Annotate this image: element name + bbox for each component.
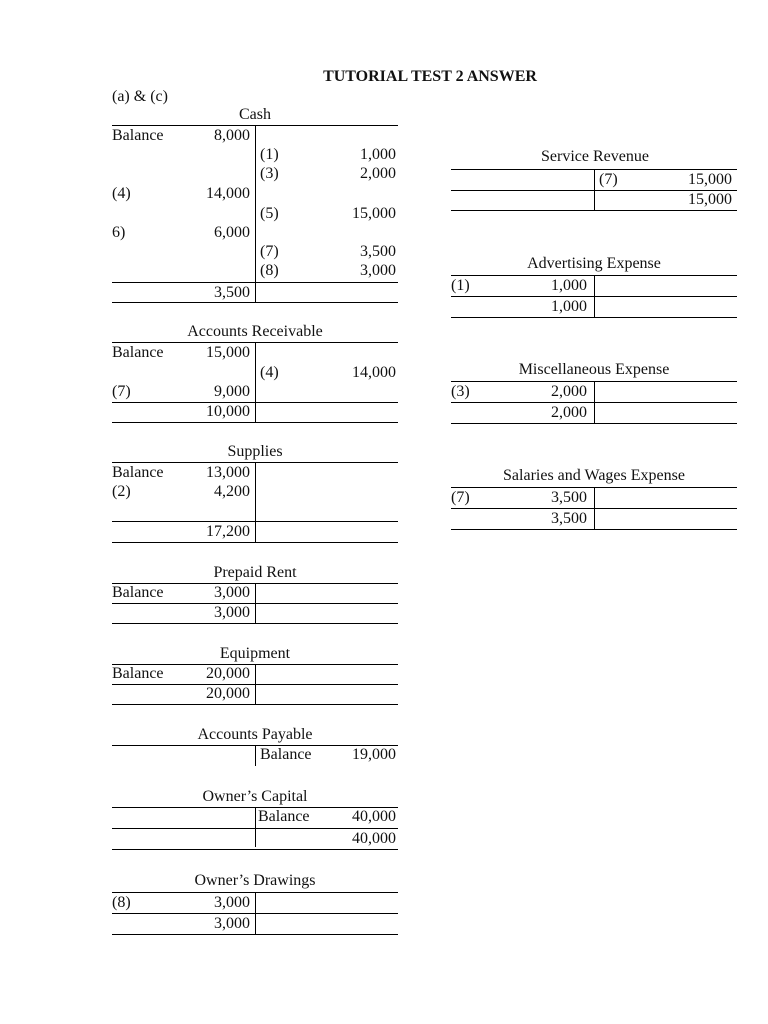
t-account-bottom-line — [451, 423, 737, 424]
balance-amount: 17,200 — [206, 523, 250, 540]
t-account-bottom-line — [112, 422, 398, 423]
credit-ref: (3) — [260, 165, 279, 182]
balance-line — [112, 684, 398, 685]
balance-line — [451, 296, 737, 297]
credit-ref: Balance — [258, 808, 310, 825]
balance-amount: 3,500 — [551, 510, 587, 527]
t-account-bottom-line — [451, 317, 737, 318]
balance-amount: 20,000 — [206, 685, 250, 702]
balance-amount: 1,000 — [551, 298, 587, 315]
t-account-bottom-line — [112, 849, 398, 850]
t-account-divider — [255, 462, 256, 542]
debit-amount: 15,000 — [206, 344, 250, 361]
debit-amount: 2,000 — [551, 383, 587, 400]
balance-amount: 3,000 — [214, 604, 250, 621]
debit-amount: 14,000 — [206, 185, 250, 202]
debit-ref: Balance — [112, 344, 164, 361]
account-title: Salaries and Wages Expense — [503, 467, 685, 484]
debit-ref: Balance — [112, 665, 164, 682]
debit-amount: 3,000 — [214, 894, 250, 911]
account-title: Supplies — [227, 443, 283, 460]
debit-ref: Balance — [112, 127, 164, 144]
balance-amount: 40,000 — [352, 830, 396, 847]
credit-ref: (4) — [260, 364, 279, 381]
debit-ref: (2) — [112, 483, 131, 500]
balance-line — [451, 508, 737, 509]
balance-amount: 2,000 — [551, 404, 587, 421]
page-title: TUTORIAL TEST 2 ANSWER — [323, 68, 537, 85]
balance-line — [112, 913, 398, 914]
debit-amount: 8,000 — [214, 127, 250, 144]
debit-ref: (7) — [112, 383, 131, 400]
balance-amount: 3,500 — [214, 284, 250, 301]
debit-amount: 13,000 — [206, 464, 250, 481]
balance-amount: 3,000 — [214, 915, 250, 932]
debit-ref: (8) — [112, 894, 131, 911]
t-account-bottom-line — [112, 302, 398, 303]
account-title: Accounts Receivable — [187, 323, 323, 340]
credit-ref: (5) — [260, 205, 279, 222]
credit-ref: (1) — [260, 146, 279, 163]
t-account-divider — [255, 807, 256, 847]
t-account-divider — [255, 125, 256, 302]
account-title: Cash — [239, 106, 271, 123]
balance-line — [451, 402, 737, 403]
debit-ref: (4) — [112, 185, 131, 202]
credit-amount: 2,000 — [360, 165, 396, 182]
balance-line — [112, 828, 398, 829]
debit-ref: Balance — [112, 584, 164, 601]
credit-amount: 1,000 — [360, 146, 396, 163]
debit-ref: (1) — [451, 277, 470, 294]
debit-amount: 1,000 — [551, 277, 587, 294]
t-account-bottom-line — [112, 542, 398, 543]
credit-amount: 40,000 — [352, 808, 396, 825]
t-account-divider — [255, 745, 256, 766]
t-account-bottom-line — [451, 210, 737, 211]
t-account-bottom-line — [451, 529, 737, 530]
balance-line — [112, 521, 398, 522]
debit-amount: 6,000 — [214, 224, 250, 241]
part-label: (a) & (c) — [112, 88, 168, 105]
account-title: Equipment — [219, 645, 291, 662]
credit-ref: Balance — [260, 746, 312, 763]
debit-ref: 6) — [112, 224, 126, 241]
credit-amount: 3,000 — [360, 262, 396, 279]
debit-amount: 9,000 — [214, 383, 250, 400]
account-title: Accounts Payable — [197, 726, 313, 743]
balance-amount: 10,000 — [206, 403, 250, 420]
t-account-divider — [255, 342, 256, 422]
debit-amount: 3,500 — [551, 489, 587, 506]
balance-line — [112, 603, 398, 604]
balance-line — [112, 282, 398, 283]
balance-amount: 15,000 — [688, 191, 732, 208]
account-title: Miscellaneous Expense — [518, 361, 670, 378]
t-account-bottom-line — [112, 934, 398, 935]
debit-amount: 4,200 — [214, 483, 250, 500]
debit-amount: 20,000 — [206, 665, 250, 682]
account-title: Owner’s Drawings — [194, 872, 316, 889]
debit-ref: (3) — [451, 383, 470, 400]
credit-ref: (8) — [260, 262, 279, 279]
credit-amount: 15,000 — [352, 205, 396, 222]
account-title: Prepaid Rent — [213, 564, 297, 581]
debit-amount: 3,000 — [214, 584, 250, 601]
t-account-bottom-line — [112, 704, 398, 705]
credit-amount: 3,500 — [360, 243, 396, 260]
credit-amount: 19,000 — [352, 746, 396, 763]
t-account-bottom-line — [112, 623, 398, 624]
credit-amount: 14,000 — [352, 364, 396, 381]
credit-ref: (7) — [260, 243, 279, 260]
account-title: Service Revenue — [541, 148, 649, 165]
debit-ref: (7) — [451, 489, 470, 506]
credit-amount: 15,000 — [688, 171, 732, 188]
account-title: Owner’s Capital — [202, 788, 308, 805]
debit-ref: Balance — [112, 464, 164, 481]
account-title: Advertising Expense — [527, 255, 661, 272]
balance-line — [112, 402, 398, 403]
credit-ref: (7) — [599, 171, 618, 188]
